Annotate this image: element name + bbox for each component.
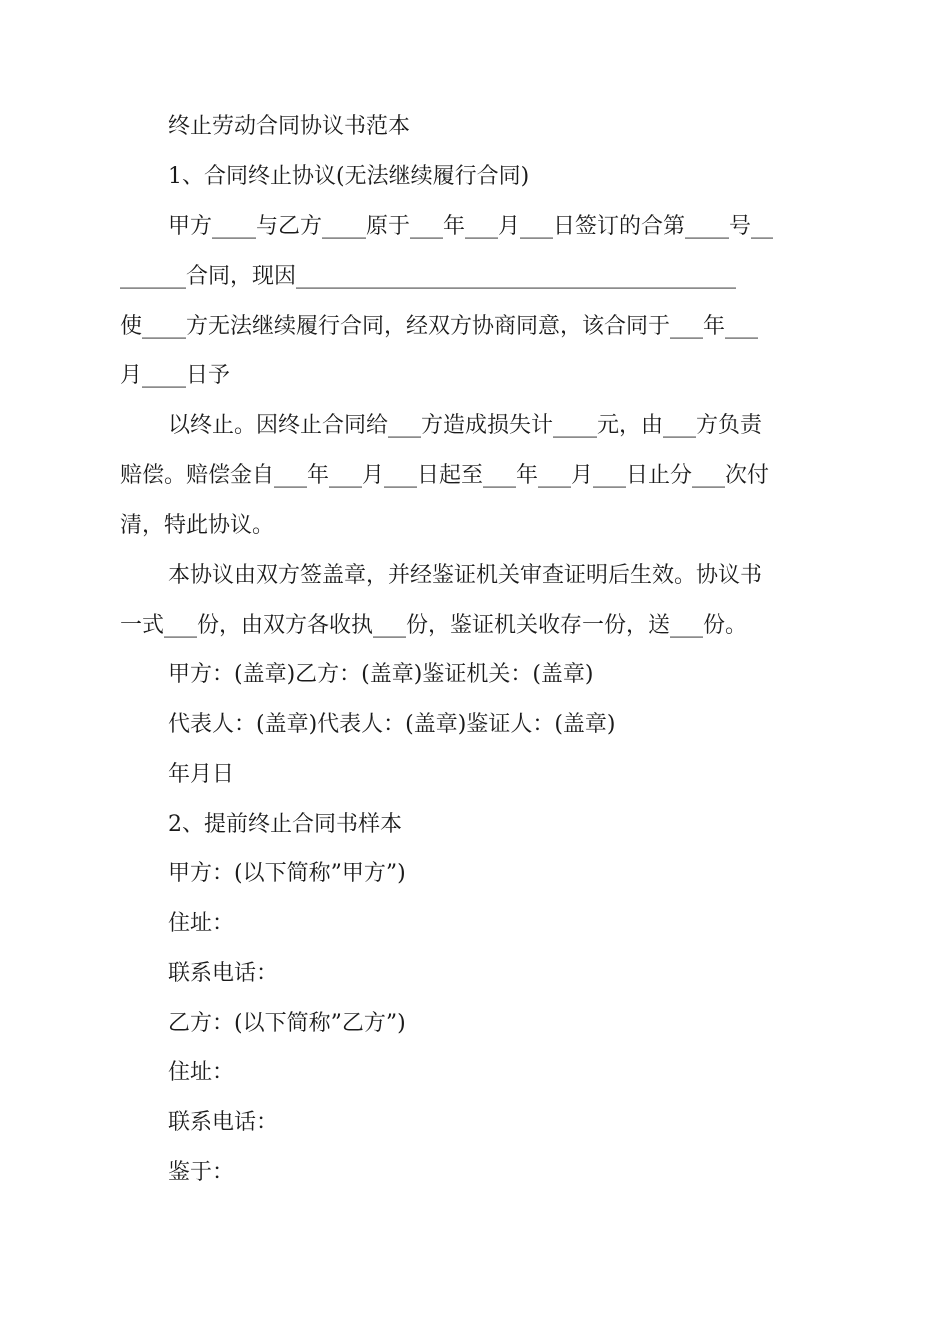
- party-b-phone: 联系电话：: [168, 1110, 279, 1135]
- signature-line-2: 代表人：(盖章)代表人：(盖章)鉴证人：(盖章): [168, 712, 616, 737]
- party-a-line: 甲方：(以下简称”甲方”): [168, 861, 406, 886]
- date-line: 年月日: [168, 762, 235, 787]
- paragraph-1-line-2: ______合同，现因________________________________________: [120, 264, 737, 289]
- paragraph-1-line-1: 甲方____与乙方____原于___年___月___日签订的合第____号__: [168, 214, 774, 239]
- party-b-address: 住址：: [168, 1060, 235, 1085]
- party-b-line: 乙方：(以下简称”乙方”): [168, 1011, 406, 1036]
- paragraph-3-line-1: 本协议由双方签盖章，并经鉴证机关审查证明后生效。协议书: [168, 563, 763, 588]
- paragraph-2-line-1: 以终止。因终止合同给___方造成损失计____元，由___方负责: [168, 413, 763, 438]
- paragraph-1-line-4: 月____日予: [120, 363, 231, 388]
- party-a-address: 住址：: [168, 911, 235, 936]
- section-1-heading: 1、合同终止协议(无法继续履行合同): [168, 164, 530, 189]
- paragraph-2-line-3: 清，特此协议。: [120, 513, 275, 538]
- section-2-heading: 2、提前终止合同书样本: [168, 812, 402, 837]
- paragraph-2-line-2: 赔偿。赔偿金自___年___月___日起至___年___月___日止分___次付: [120, 463, 770, 488]
- signature-line-1: 甲方：(盖章)乙方：(盖章)鉴证机关：(盖章): [168, 662, 594, 687]
- paragraph-1-line-3: 使____方无法继续履行合同，经双方协商同意，该合同于___年___: [120, 314, 759, 339]
- document-title: 终止劳动合同协议书范本: [168, 114, 411, 139]
- whereas-line: 鉴于：: [168, 1160, 235, 1185]
- party-a-phone: 联系电话：: [168, 961, 279, 986]
- paragraph-3-line-2: 一式___份，由双方各收执___份，鉴证机关收存一份，送___份。: [120, 613, 748, 638]
